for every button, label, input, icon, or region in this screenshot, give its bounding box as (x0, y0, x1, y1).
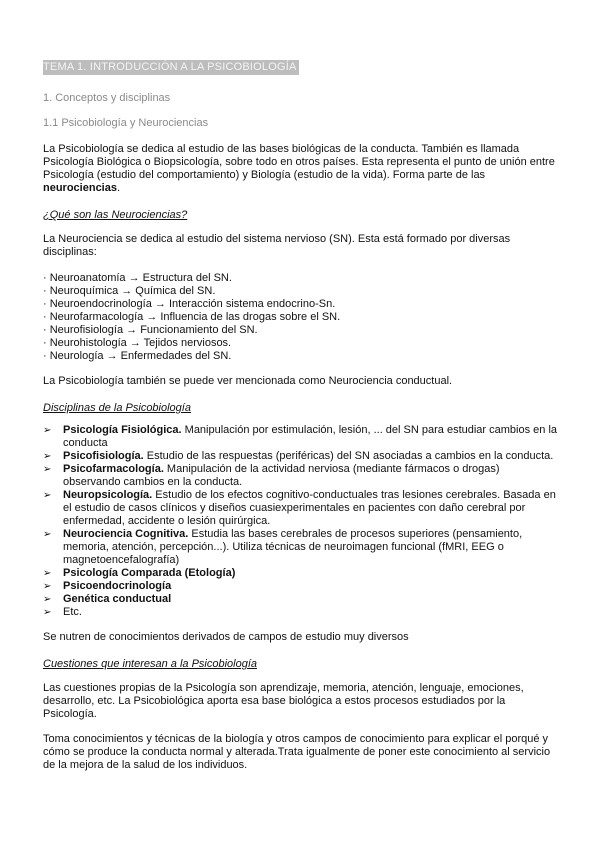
questions-heading: Cuestiones que interesan a la Psicobiología (43, 658, 258, 670)
list-item: · Neurología → Enfermedades del SN. (43, 350, 232, 362)
list-item: · Neurofisiología → Funcionamiento del SN. (43, 324, 258, 336)
subsection-heading: 1.1 Psicobiología y Neurociencias (43, 117, 209, 129)
arrow-bullet-icon: ➢ (43, 425, 52, 436)
list-item: ➢ Neuropsicología. Estudio de los efectos cognitivo-conductuales tras lesiones cerebrales. Basada en el estudio de casos clínicos y diseños cuasiexperimentales en pacientes con daño cerebral por enfermedad, accidente o lesión quirúrgica. (43, 489, 556, 527)
list-item: ➢ Neurociencia Cognitiva. Estudia las bases cerebrales de procesos superiores (pensamiento, memoria, atención, percepción...). Utiliza técnicas de neuroimagen funcional (fMRI, EEG o magnetoencefalografía) (43, 528, 523, 566)
arrow-bullet-icon: ➢ (43, 464, 52, 475)
list-item: · Neuroquímica → Química del SN. (43, 285, 216, 297)
neuro-list (43, 272, 557, 363)
disciplines-closing: Se nutren de conocimientos derivados de campos de estudio muy diversos (43, 631, 409, 643)
neuro-closing: La Psicobiología también se puede ver mencionada como Neurociencia conductual. (43, 375, 453, 387)
list-item: ➢ Psicofarmacología. Manipulación de la actividad nerviosa (mediante fármacos o drogas) observando cambios en la conducta. (43, 463, 500, 488)
section-heading: 1. Conceptos y disciplinas (43, 92, 171, 104)
list-item: · Neurofarmacología → Influencia de las drogas sobre el SN. (43, 311, 341, 323)
list-item: ➢ Psicofisiología. Estudio de las respuestas (periféricas) del SN asociadas a cambios en la conducta. (43, 450, 554, 462)
intro-paragraph: La Psicobiología se dedica al estudio de las bases biológicas de la conducta. También es llamada Psicología Biológica o Biopsicología, sobre todo en otros países. Esta representa el punto de unión entre Psicología (estudio del comportamiento) y Biología (estudio de la vida). Forma parte de las neurociencias. (43, 143, 555, 194)
arrow-bullet-icon: ➢ (43, 451, 52, 462)
questions-paragraph-2: Toma conocimientos y técnicas de la biología y otros campos de conocimiento para explicar el porqué y cómo se produce la conducta normal y alterada.Trata igualmente de poner este conocimiento al servicio de la mejora de la salud de los individuos. (43, 733, 551, 771)
arrow-bullet-icon: ➢ (43, 581, 52, 592)
list-item: ➢ Psicología Fisiológica. Manipulación por estimulación, lesión, ... del SN para estudiar cambios en la conducta (43, 424, 558, 449)
arrow-bullet-icon: ➢ (43, 490, 52, 501)
arrow-bullet-icon: ➢ (43, 529, 52, 540)
page-title: TEMA 1. INTRODUCCIÓN A LA PSICOBIOLOGÍA (43, 61, 297, 73)
neuro-heading: ¿Qué son las Neurociencias? (43, 209, 188, 221)
neuro-paragraph: La Neurociencia se dedica al estudio del sistema nervioso (SN). Esta está formado por diversas disciplinas: (43, 233, 511, 258)
arrow-bullet-icon: ➢ (43, 607, 52, 618)
disciplines-list (43, 424, 557, 619)
list-item: ➢ Etc. (43, 606, 82, 618)
arrow-bullet-icon: ➢ (43, 594, 52, 605)
list-item: · Neuroendocrinología → Interacción sistema endocrino-Sn. (43, 298, 336, 310)
list-item: ➢ Psicoendocrinología (43, 580, 172, 592)
list-item: ➢ Psicología Comparada (Etología) (43, 567, 236, 579)
list-item: · Neuroanatomía → Estructura del SN. (43, 272, 232, 284)
intro-bold-term: neurociencias (43, 182, 117, 194)
list-item: ➢ Genética conductual (43, 593, 172, 605)
disciplines-heading: Disciplinas de la Psicobiología (43, 402, 191, 414)
questions-paragraph-1: Las cuestiones propias de la Psicología son aprendizaje, memoria, atención, lenguaje, emociones, desarrollo, etc. La Psicobiológica aporta esa base biológica a estos procesos estudiados por la Psicología. (43, 682, 524, 720)
document-content (43, 57, 557, 772)
list-item: · Neurohistología → Tejidos nerviosos. (43, 337, 232, 349)
arrow-bullet-icon: ➢ (43, 568, 52, 579)
